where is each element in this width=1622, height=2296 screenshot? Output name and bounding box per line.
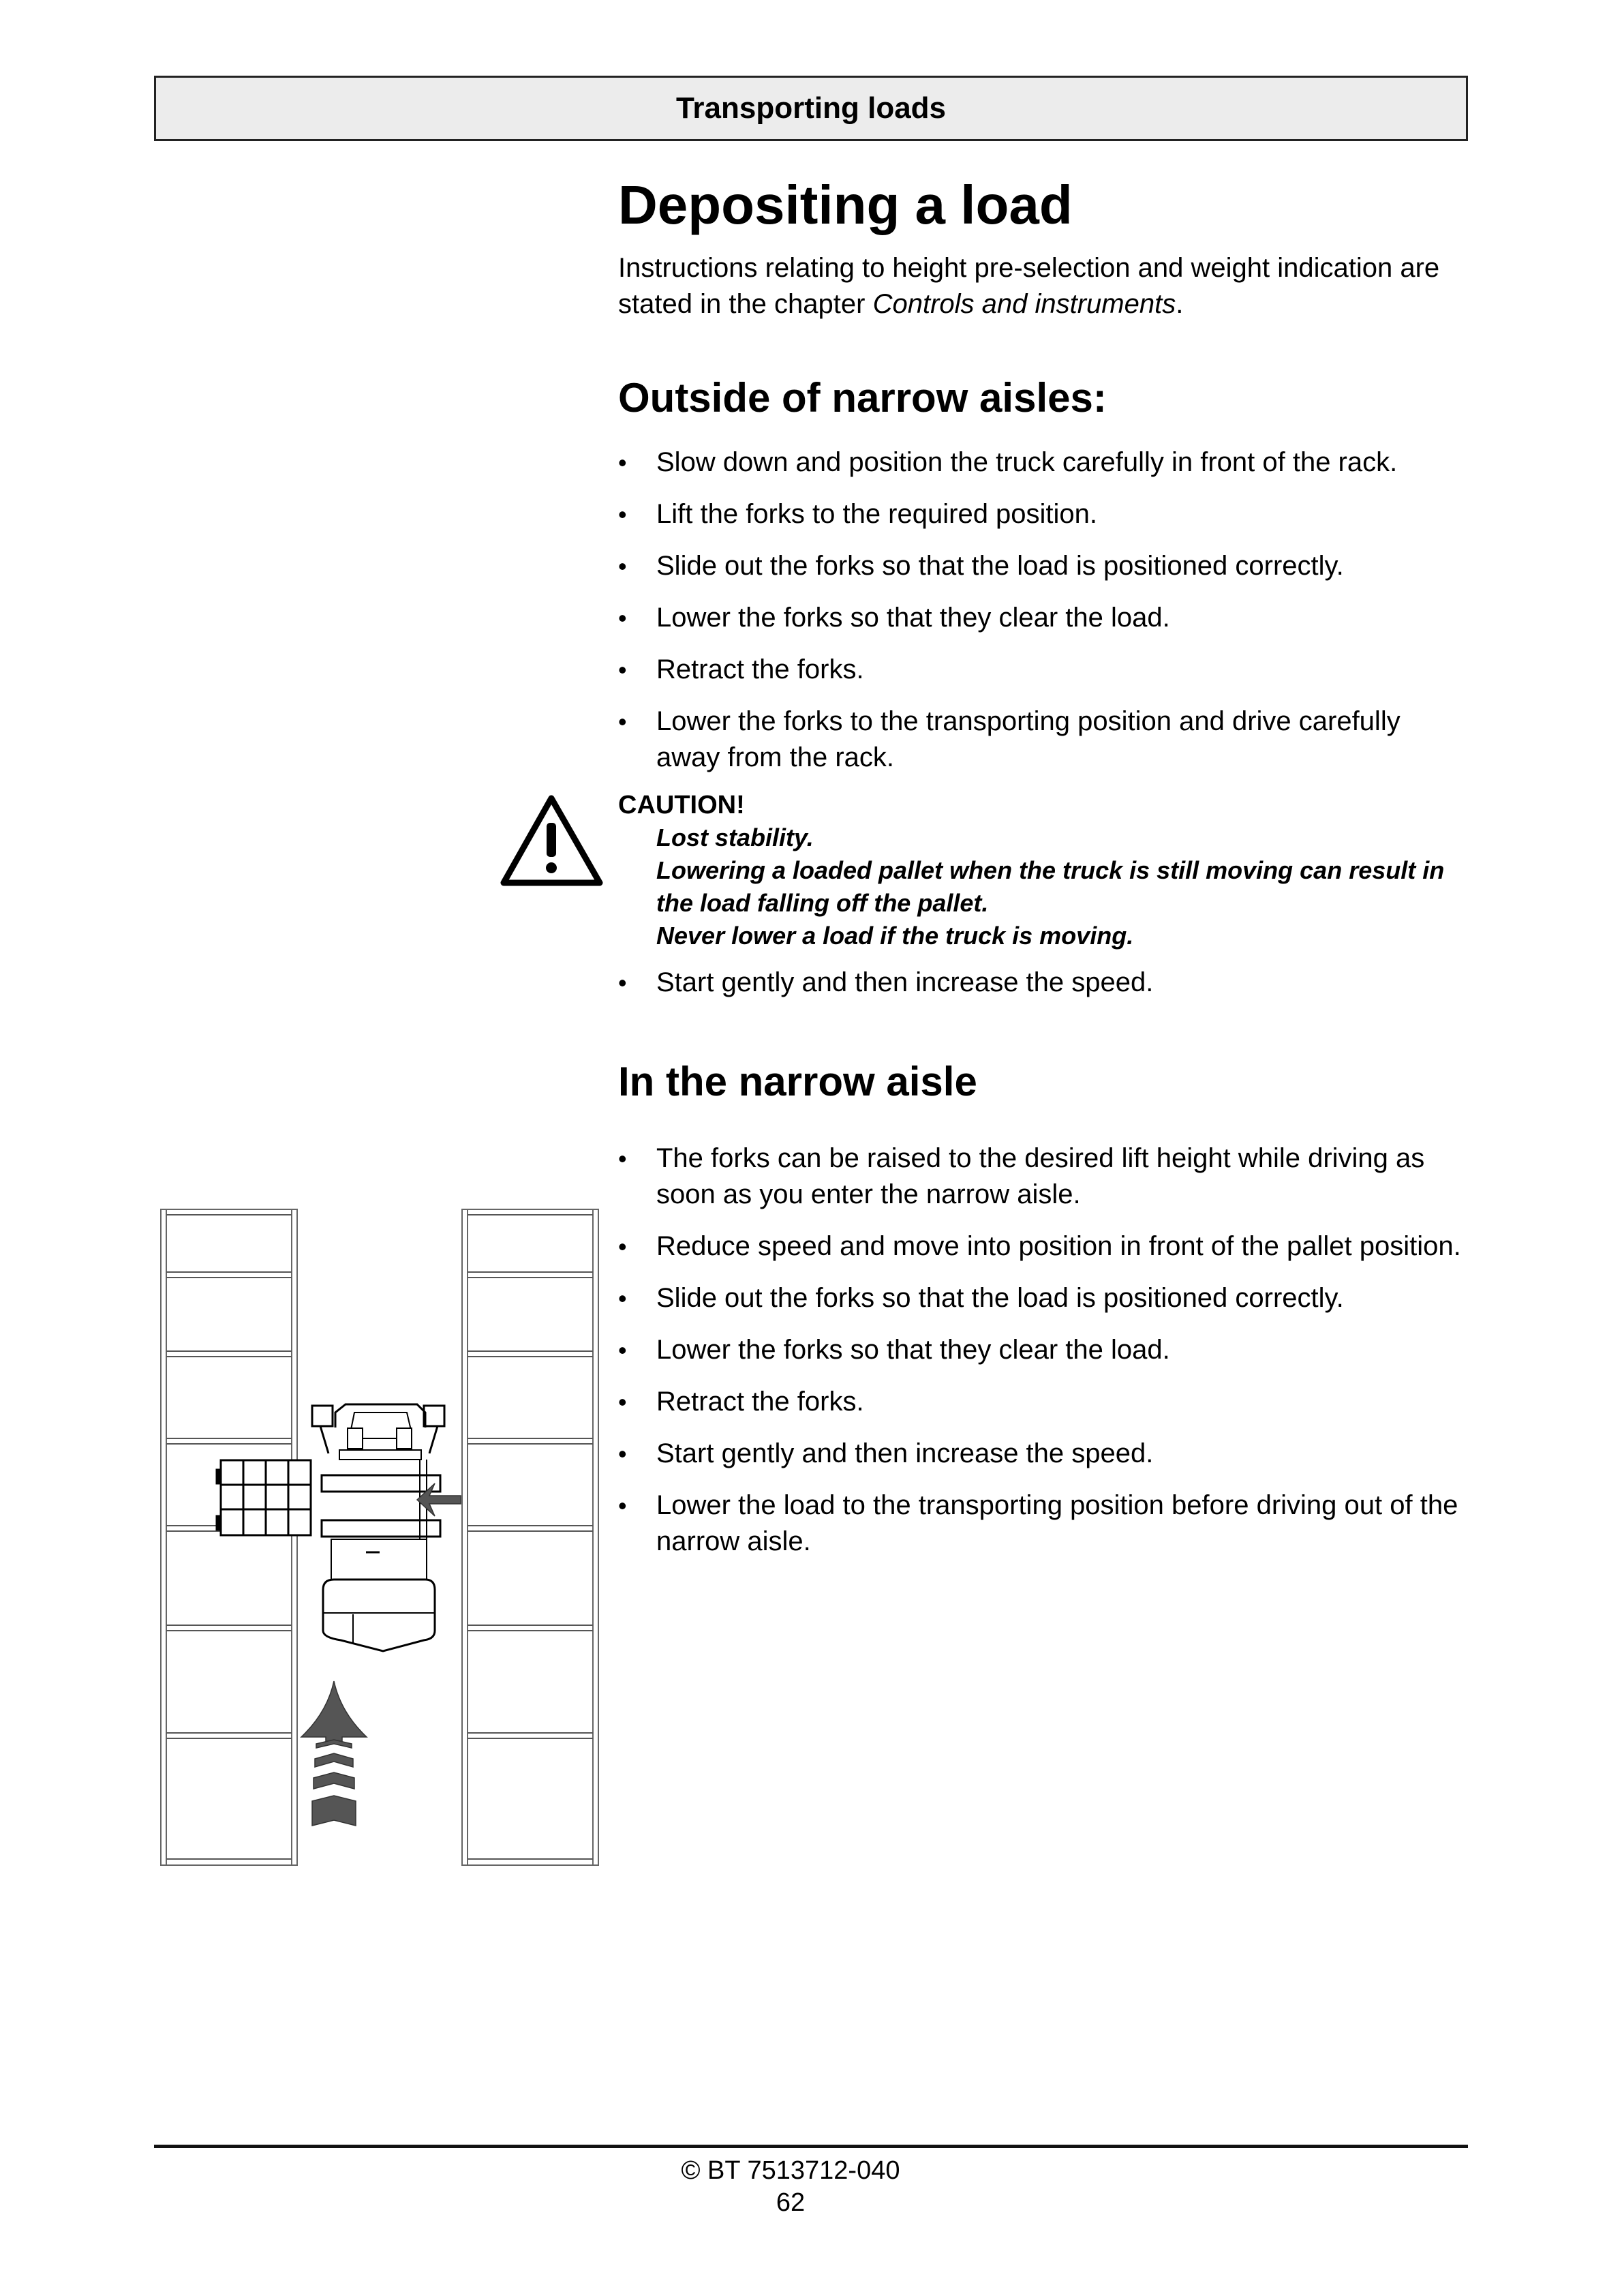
section-title-narrow-aisle: In the narrow aisle xyxy=(618,1059,977,1104)
truck-top-view xyxy=(312,1404,444,1651)
section-title-outside: Outside of narrow aisles: xyxy=(618,375,1107,421)
warning-triangle-icon xyxy=(499,793,605,888)
page-title: Depositing a load xyxy=(618,175,1073,235)
list-item: • Lower the forks to the transporting position and drive carefully away from the rack. xyxy=(618,704,1470,776)
list-item: • Lift the forks to the required position. xyxy=(618,496,1470,532)
list-item: • Slow down and position the truck carefully in front of the rack. xyxy=(618,444,1470,481)
list-item: • Slide out the forks so that the load is positioned correctly. xyxy=(618,548,1470,584)
list-item: • Slide out the forks so that the load is positioned correctly. xyxy=(618,1280,1470,1316)
list-item: • Lower the forks so that they clear the load. xyxy=(618,1332,1470,1368)
footer-divider xyxy=(154,2145,1468,2148)
list-item: • Lower the load to the transporting position before driving out of the narrow aisle. xyxy=(618,1487,1470,1560)
chapter-title: Transporting loads xyxy=(675,91,947,125)
list-item: • Reduce speed and move into position in front of the pallet position. xyxy=(618,1228,1470,1265)
footer-copyright: © BT 7513712-040 xyxy=(681,2156,900,2185)
caution-line: Lost stability. xyxy=(656,824,814,851)
list-item: • The forks can be raised to the desired lift height while driving as soon as you enter the narrow aisle. xyxy=(618,1141,1470,1213)
bullet-list-after-caution xyxy=(618,965,1470,1001)
main-content xyxy=(618,174,1470,1575)
list-item: • Start gently and then increase the speed. xyxy=(618,965,1470,1001)
forward-travel-arrow-icon xyxy=(301,1681,367,1826)
list-item: • Start gently and then increase the speed. xyxy=(618,1436,1470,1472)
narrow-aisle-diagram xyxy=(158,1208,601,1868)
caution-heading: CAUTION! xyxy=(618,791,745,819)
pallet-load xyxy=(217,1460,311,1535)
chapter-header xyxy=(154,76,1468,141)
intro-paragraph xyxy=(618,250,1470,322)
rack-left xyxy=(161,1209,297,1865)
intro-text: Instructions relating to height pre-selection and weight indication are stated in the chapter xyxy=(618,253,1440,319)
rack-right xyxy=(462,1209,598,1865)
intro-end: . xyxy=(1176,289,1184,319)
caution-body xyxy=(618,821,1470,952)
chapter-reference: Controls and instruments xyxy=(872,289,1176,319)
caution-line: Lowering a loaded pallet when the truck is still moving can result in the load falling off the pallet. xyxy=(656,856,1445,917)
list-item: • Retract the forks. xyxy=(618,1384,1470,1420)
bullet-list-narrow-aisle xyxy=(618,1141,1470,1560)
list-item: • Lower the forks so that they clear the load. xyxy=(618,600,1470,636)
caution-line: Never lower a load if the truck is moving. xyxy=(656,922,1134,950)
caution-block xyxy=(618,789,1470,952)
bullet-list-outside xyxy=(618,444,1470,776)
page-number: 62 xyxy=(776,2188,806,2217)
list-item: • Retract the forks. xyxy=(618,652,1470,688)
